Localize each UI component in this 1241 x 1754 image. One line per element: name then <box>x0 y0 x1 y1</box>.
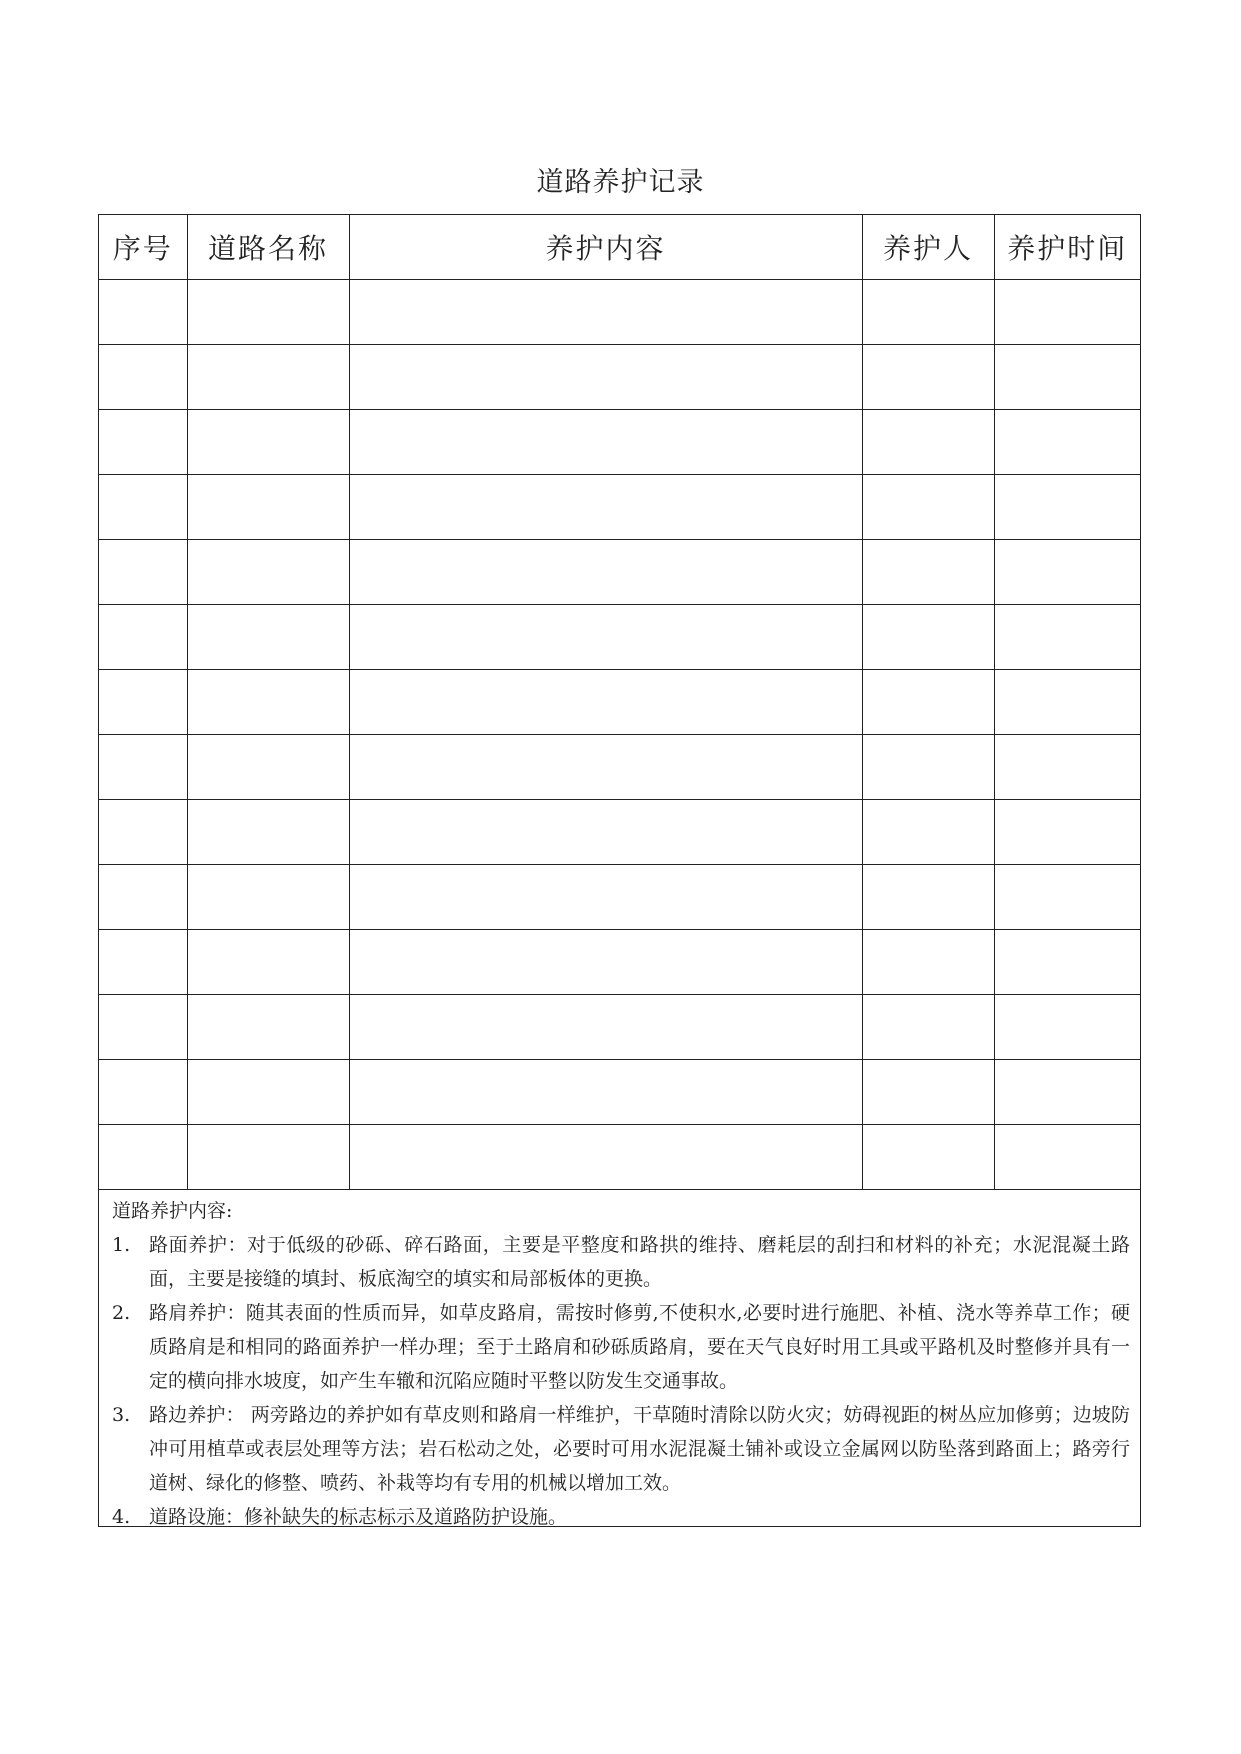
table-body <box>99 280 1140 1190</box>
cell-serial[interactable] <box>99 280 187 345</box>
table-row <box>99 735 1140 800</box>
cell-maintainer[interactable] <box>862 475 994 540</box>
cell-serial[interactable] <box>99 540 187 605</box>
cell-maintainer[interactable] <box>862 995 994 1060</box>
cell-road-name[interactable] <box>187 735 349 800</box>
note-number: 1. <box>112 1234 131 1256</box>
cell-time[interactable] <box>994 280 1140 345</box>
cell-content[interactable] <box>349 930 862 995</box>
table-row <box>99 865 1140 930</box>
table-row <box>99 540 1140 605</box>
note-text: 道路设施：修补缺失的标志标示及道路防护设施。 <box>149 1506 568 1528</box>
column-header-maintainer: 养护人 <box>862 215 994 280</box>
cell-time[interactable] <box>994 605 1140 670</box>
cell-road-name[interactable] <box>187 540 349 605</box>
cell-serial[interactable] <box>99 735 187 800</box>
table-row <box>99 930 1140 995</box>
page-title: 道路养护记录 <box>536 167 705 198</box>
cell-time[interactable] <box>994 670 1140 735</box>
cell-serial[interactable] <box>99 800 187 865</box>
maintenance-notes <box>99 1190 1140 1534</box>
cell-time[interactable] <box>994 1125 1140 1190</box>
cell-maintainer[interactable] <box>862 800 994 865</box>
cell-maintainer[interactable] <box>862 735 994 800</box>
table-row <box>99 800 1140 865</box>
note-text: 路面养护：对于低级的砂砾、碎石路面，主要是平整度和路拱的维持、磨耗层的刮扫和材料的补充；水泥混凝土路面，主要是接缝的填封、板底淘空的填实和局部板体的更换。 <box>149 1234 1130 1290</box>
cell-content[interactable] <box>349 540 862 605</box>
cell-road-name[interactable] <box>187 995 349 1060</box>
cell-time[interactable] <box>994 735 1140 800</box>
cell-road-name[interactable] <box>187 410 349 475</box>
column-header-road-name: 道路名称 <box>187 215 349 280</box>
cell-serial[interactable] <box>99 865 187 930</box>
column-header-serial: 序号 <box>99 215 187 280</box>
maintenance-log-table <box>99 215 1140 1190</box>
cell-maintainer[interactable] <box>862 930 994 995</box>
cell-maintainer[interactable] <box>862 280 994 345</box>
note-text: 路肩养护：随其表面的性质而异，如草皮路肩，需按时修剪,不使积水,必要时进行施肥、补植、浇水等养草工作；硬质路肩是和相同的路面养护一样办理；至于土路肩和砂砾质路肩，要在天气良好时用工具或平路机及时整修并具有一定的横向排水坡度，如产生车辙和沉陷应随时平整以防发生交通事故。 <box>149 1302 1130 1392</box>
note-item <box>112 1500 1130 1534</box>
cell-content[interactable] <box>349 410 862 475</box>
note-item <box>112 1296 1130 1398</box>
cell-content[interactable] <box>349 1060 862 1125</box>
cell-serial[interactable] <box>99 930 187 995</box>
column-header-time: 养护时间 <box>994 215 1140 280</box>
cell-road-name[interactable] <box>187 1060 349 1125</box>
cell-content[interactable] <box>349 605 862 670</box>
cell-maintainer[interactable] <box>862 1060 994 1125</box>
table-row <box>99 995 1140 1060</box>
notes-list <box>112 1228 1130 1534</box>
cell-maintainer[interactable] <box>862 1125 994 1190</box>
note-text: 路边养护： 两旁路边的养护如有草皮则和路肩一样维护，干草随时清除以防火灾；妨碍视距的树丛应加修剪；边坡防冲可用植草或表层处理等方法；岩石松动之处，必要时可用水泥混凝土铺补或设立金属网以防坠落到路面上；路旁行道树、绿化的修整、喷药、补栽等均有专用的机械以增加工效。 <box>149 1404 1130 1494</box>
cell-time[interactable] <box>994 540 1140 605</box>
cell-content[interactable] <box>349 1125 862 1190</box>
cell-road-name[interactable] <box>187 800 349 865</box>
cell-time[interactable] <box>994 410 1140 475</box>
table-row <box>99 475 1140 540</box>
cell-serial[interactable] <box>99 475 187 540</box>
table-header-row <box>99 215 1140 280</box>
cell-maintainer[interactable] <box>862 605 994 670</box>
cell-time[interactable] <box>994 1060 1140 1125</box>
cell-road-name[interactable] <box>187 475 349 540</box>
cell-maintainer[interactable] <box>862 865 994 930</box>
note-number: 3. <box>112 1404 131 1426</box>
cell-maintainer[interactable] <box>862 540 994 605</box>
note-number: 2. <box>112 1302 131 1324</box>
table-row <box>99 1125 1140 1190</box>
cell-content[interactable] <box>349 995 862 1060</box>
cell-content[interactable] <box>349 280 862 345</box>
cell-content[interactable] <box>349 670 862 735</box>
cell-time[interactable] <box>994 345 1140 410</box>
cell-serial[interactable] <box>99 605 187 670</box>
table-row <box>99 410 1140 475</box>
cell-content[interactable] <box>349 800 862 865</box>
cell-content[interactable] <box>349 345 862 410</box>
cell-serial[interactable] <box>99 410 187 475</box>
cell-serial[interactable] <box>99 670 187 735</box>
cell-time[interactable] <box>994 930 1140 995</box>
table-row <box>99 670 1140 735</box>
cell-road-name[interactable] <box>187 670 349 735</box>
note-item <box>112 1398 1130 1500</box>
cell-maintainer[interactable] <box>862 345 994 410</box>
cell-maintainer[interactable] <box>862 410 994 475</box>
cell-serial[interactable] <box>99 995 187 1060</box>
cell-road-name[interactable] <box>187 1125 349 1190</box>
table-row <box>99 605 1140 670</box>
cell-serial[interactable] <box>99 345 187 410</box>
cell-road-name[interactable] <box>187 345 349 410</box>
record-form <box>98 214 1141 1527</box>
cell-time[interactable] <box>994 995 1140 1060</box>
cell-maintainer[interactable] <box>862 670 994 735</box>
notes-title: 道路养护内容: <box>112 1200 233 1222</box>
cell-serial[interactable] <box>99 1125 187 1190</box>
cell-road-name[interactable] <box>187 865 349 930</box>
cell-content[interactable] <box>349 865 862 930</box>
table-row <box>99 345 1140 410</box>
cell-content[interactable] <box>349 735 862 800</box>
cell-time[interactable] <box>994 475 1140 540</box>
cell-time[interactable] <box>994 800 1140 865</box>
note-number: 4. <box>112 1506 131 1528</box>
cell-content[interactable] <box>349 475 862 540</box>
cell-time[interactable] <box>994 865 1140 930</box>
cell-serial[interactable] <box>99 1060 187 1125</box>
column-header-content: 养护内容 <box>349 215 862 280</box>
table-row <box>99 1060 1140 1125</box>
cell-road-name[interactable] <box>187 930 349 995</box>
table-row <box>99 280 1140 345</box>
cell-road-name[interactable] <box>187 605 349 670</box>
cell-road-name[interactable] <box>187 280 349 345</box>
note-item <box>112 1228 1130 1296</box>
